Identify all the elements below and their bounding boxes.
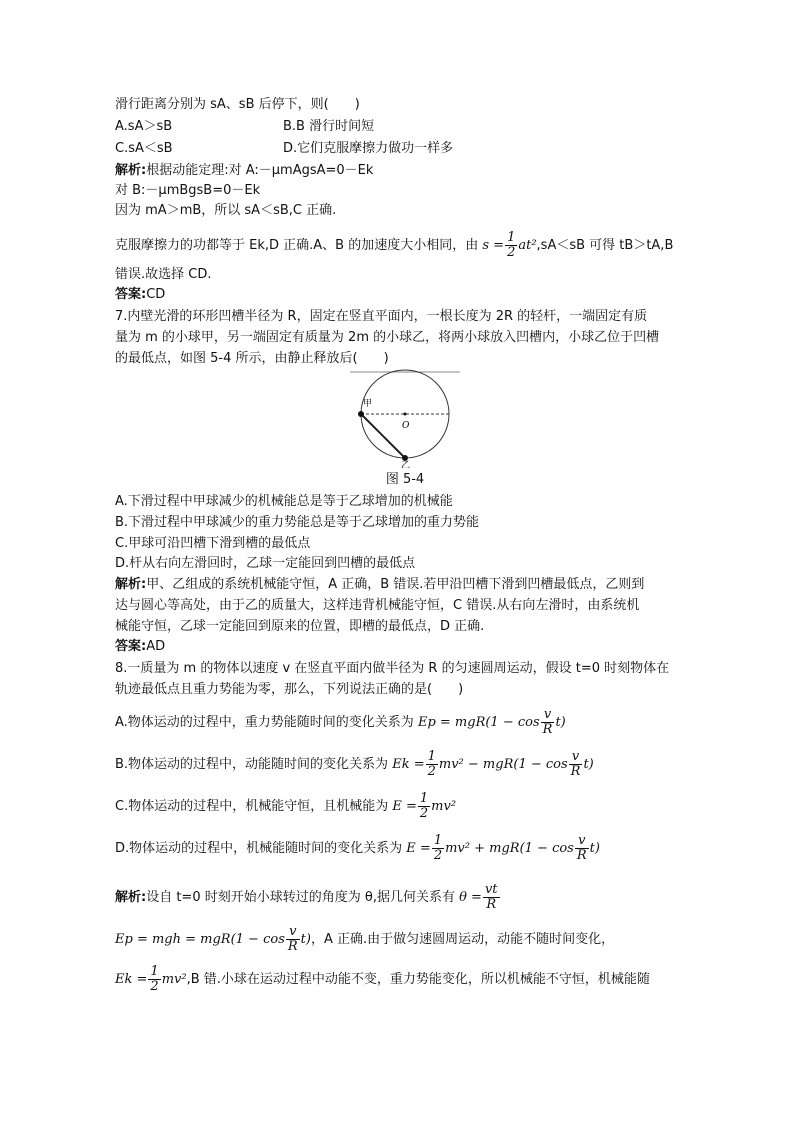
answer-label: 答案: (115, 287, 147, 302)
q8-stem-1: 8.一质量为 m 的物体以速度 v 在竖直平面内做半径为 R 的匀速圆周运动，假设 t=0 时刻物体在 (115, 661, 670, 676)
denominator: 2 (419, 806, 429, 821)
numerator: vt (484, 882, 498, 897)
q7-stem-1: 7.内壁光滑的环形凹槽半径为 R，固定在竖直平面内，一根长度为 2R 的轻杆，一端固定有质 (115, 309, 648, 324)
q6-answer (115, 285, 165, 305)
q8-analysis-2 (115, 925, 614, 954)
q6-stem-end: 滑行距离分别为 sA、sB 后停下，则( ) (115, 97, 360, 112)
q6-option-a: A.sA＞sB (115, 119, 173, 134)
formula-ek: Ek = (115, 972, 148, 987)
formula-t: t) (589, 841, 600, 856)
analysis-text: ，A 正确.由于做匀速圆周运动，动能不随时间变化， (310, 932, 615, 947)
q7-option-b: B.下滑过程中甲球减少的重力势能总是等于乙球增加的重力势能 (115, 515, 480, 530)
numerator: v (569, 750, 583, 765)
formula-mv2: mv² (431, 799, 457, 814)
analysis-label: 解析: (115, 890, 147, 905)
q7-option-a: A.下滑过程中甲球减少的机械能总是等于乙球增加的机械能 (115, 494, 453, 509)
q7-answer (115, 637, 165, 657)
circle-groove-diagram (350, 368, 460, 468)
numerator: v (286, 925, 300, 940)
formula-e: E = (406, 841, 431, 856)
label-o: O (402, 421, 410, 431)
q8-stem-2: 轨迹最低点且重力势能为零，那么，下列说法正确的是( ) (115, 682, 464, 697)
denominator: 2 (433, 848, 443, 863)
q7-analysis-1 (115, 575, 644, 595)
analysis-text: ,B 错.小球在运动过程中动能不变，重力势能变化，所以机械能不守恒，机械能随 (186, 972, 650, 987)
q7-option-c: C.甲球可沿凹槽下滑到槽的最低点 (115, 536, 311, 551)
fraction-v-over-r (541, 708, 555, 737)
denominator: R (576, 848, 587, 863)
q7-option-d: D.杆从右向左滑回时，乙球一定能回到凹槽的最低点 (115, 556, 416, 571)
answer-value: CD (146, 287, 166, 302)
fraction-v-over-r (286, 925, 300, 954)
ball-jia (358, 411, 364, 417)
denominator: R (542, 722, 553, 737)
answer-value: AD (146, 639, 166, 654)
q6-analysis-1 (115, 161, 373, 181)
denominator: R (570, 764, 581, 779)
q7-analysis-3: 械能守恒，乙球一定能回到原来的位置，即槽的最低点，D 正确. (115, 619, 485, 634)
numerator: 1 (427, 749, 436, 764)
numerator: v (541, 708, 555, 723)
q6-option-b: B.B 滑行时间短 (283, 119, 375, 134)
q7-stem-3: 的最低点，如图 5-4 所示，由静止释放后( ) (115, 351, 389, 366)
q8-option-c (115, 792, 456, 821)
option-text: D.物体运动的过程中，机械能随时间的变化关系为 (115, 841, 403, 856)
denominator: R (287, 939, 298, 954)
q8-analysis-3 (115, 965, 650, 994)
formula-mv2-minus: mv² − mgR(1 − cos (438, 757, 568, 772)
formula-t: t) (583, 757, 594, 772)
q6-option-d: D.它们克服摩擦力做功一样多 (283, 141, 454, 156)
numerator: v (575, 834, 589, 849)
label-yi: 乙 (401, 461, 411, 468)
answer-label: 答案: (115, 639, 147, 654)
formula-at2: at² (518, 238, 537, 253)
q6-analysis-4 (115, 231, 673, 260)
numerator: 1 (150, 964, 159, 979)
fraction-v-over-r (575, 834, 589, 863)
analysis-label: 解析: (115, 577, 147, 592)
formula-theta: θ = (459, 890, 482, 905)
label-jia: 甲 (363, 399, 373, 409)
formula-ep: Ep = mgR(1 − cos (417, 715, 540, 730)
analysis-text: 甲、乙组成的系统机械能守恒，A 正确，B 错误.若甲沿凹槽下滑到凹槽最低点，乙则到 (146, 577, 645, 592)
fraction-half (432, 834, 444, 863)
q8-option-a (115, 708, 566, 737)
rod-line (361, 414, 405, 458)
formula-t: t) (300, 932, 311, 947)
denominator: R (486, 897, 497, 912)
fraction-half (148, 965, 160, 994)
q6-analysis-5: 错误.故选择 CD. (115, 267, 212, 282)
formula-s: s = (482, 238, 505, 253)
analysis-text: 设自 t=0 时刻开始小球转过的角度为 θ,据几何关系有 (146, 890, 455, 905)
formula-mv2: mv² (161, 972, 187, 987)
figure-5-4 (350, 368, 460, 475)
fraction-half (426, 750, 438, 779)
q6-analysis-2: 对 B:－μmBgsB=0－Ek (115, 183, 261, 198)
q8-option-b (115, 750, 594, 779)
numerator: 1 (419, 791, 429, 806)
q6-option-c: C.sA＜sB (115, 141, 173, 156)
denominator: 2 (507, 245, 516, 260)
q7-stem-2: 量为 m 的小球甲，另一端固定有质量为 2m 的小球乙，将两小球放入凹槽内，小球乙位于凹槽 (115, 330, 660, 345)
analysis-text: 克服摩擦力的功都等于 Ek,D 正确.A、B 的加速度大小相同，由 (115, 238, 479, 253)
q6-analysis-3: 因为 mA＞mB，所以 sA＜sB,C 正确. (115, 203, 337, 218)
analysis-text: 根据动能定理:对 A:－μmAgsA=0－Ek (146, 163, 374, 178)
formula-t: t) (555, 715, 566, 730)
option-text: B.物体运动的过程中，动能随时间的变化关系为 (115, 757, 389, 772)
denominator: 2 (150, 979, 159, 994)
q8-analysis-1 (115, 883, 501, 912)
numerator: 1 (433, 833, 443, 848)
option-text: C.物体运动的过程中，机械能守恒，且机械能为 (115, 799, 389, 814)
analysis-label: 解析: (115, 163, 147, 178)
center-point (404, 413, 407, 416)
formula-ep-mgh: Ep = mgh = mgR(1 − cos (115, 932, 285, 947)
fraction-v-over-r (569, 750, 583, 779)
q7-analysis-2: 达与圆心等高处，由于乙的质量大，这样违背机械能守恒，C 错误.从右向左滑时，由系统机 (115, 598, 640, 613)
fraction-half (505, 231, 517, 260)
formula-ek: Ek = (392, 757, 425, 772)
option-text: A.物体运动的过程中，重力势能随时间的变化关系为 (115, 715, 414, 730)
analysis-text: ,sA＜sB 可得 tB＞tA,B (536, 238, 674, 253)
figure-caption: 图 5-4 (385, 472, 425, 487)
formula-mv2-plus: mv² + mgR(1 − cos (445, 841, 574, 856)
q8-option-d (115, 834, 600, 863)
fraction-vt-over-r (483, 883, 500, 912)
numerator: 1 (507, 230, 516, 245)
denominator: 2 (427, 764, 436, 779)
fraction-half (418, 792, 430, 821)
formula-e: E = (392, 799, 417, 814)
